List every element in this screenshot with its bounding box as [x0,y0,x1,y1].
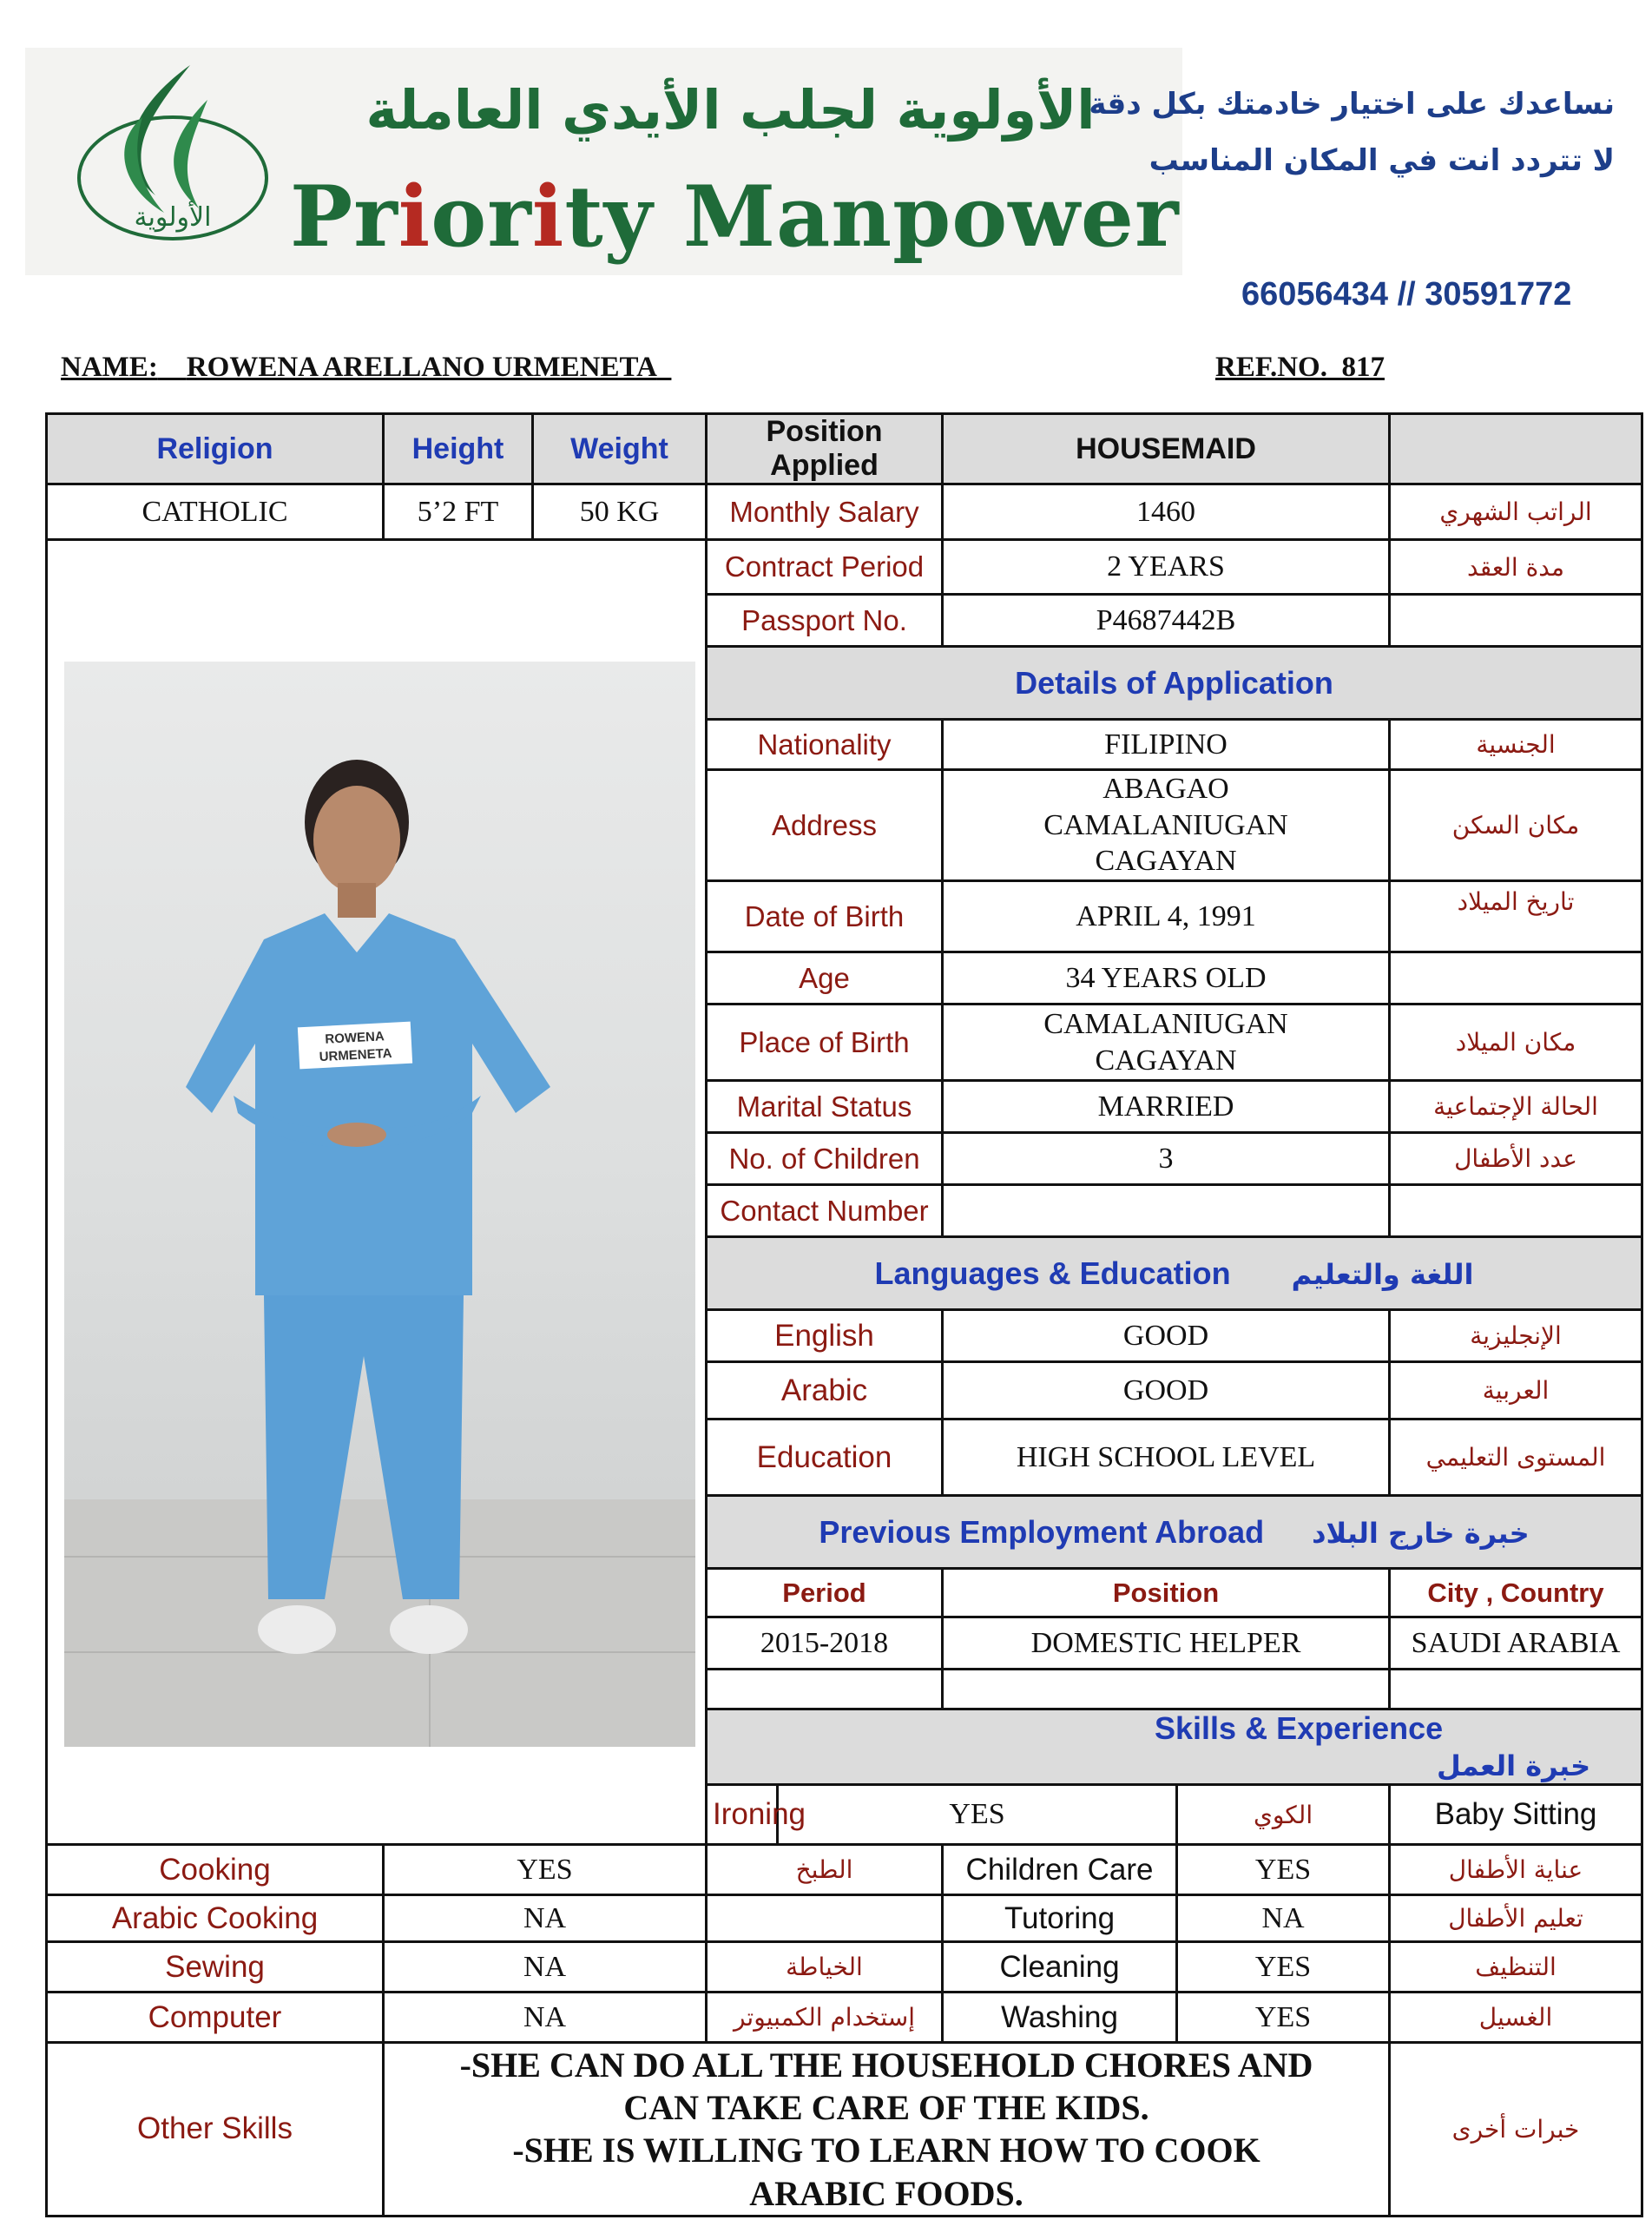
applicant-photo [64,662,695,1747]
marital-status-ar: الحالة الإجتماعية [1390,1081,1642,1133]
agency-logo [25,48,1182,275]
tagline-line-2: لا تتردد انت في المكان المناسب [1149,143,1615,178]
svg-text:الأولوية: الأولوية [134,202,212,233]
location-header: City , Country [1390,1569,1642,1617]
skill-value: NA [384,1942,707,1993]
contact-number-value [943,1185,1390,1237]
skills-section-title: Skills & Experienceخبرة العمل [707,1709,1642,1785]
details-section-title: Details of Application [707,647,1642,720]
skill-row [47,1845,1642,1895]
marital-status-label: Marital Status [707,1081,943,1133]
top-header-row [47,414,1642,484]
other-skills-row [47,2043,1642,2217]
empty-cell [1390,1670,1642,1709]
skill-label: Computer [47,1993,384,2043]
contract-period-ar: مدة العقد [1390,540,1642,595]
date-of-birth-ar: تاريخ الميلاد [1390,881,1642,952]
children-ar: عدد الأطفال [1390,1133,1642,1185]
skill-label: Tutoring [943,1895,1177,1942]
skill-label: Arabic Cooking [47,1895,384,1942]
contract-period-label: Contract Period [707,540,943,595]
other-skills-value: -SHE CAN DO ALL THE HOUSEHOLD CHORES AND CAN TAKE CARE OF THE KIDS. -SHE IS WILLING TO LEARN HOW TO COOK ARABIC FOODS. [384,2043,1390,2217]
address-ar: مكان السكن [1390,770,1642,881]
skill-row [47,1993,1642,2043]
skill-row [47,1895,1642,1942]
monthly-salary-ar: الراتب الشهري [1390,484,1642,540]
place-of-birth-ar: مكان الميلاد [1390,1005,1642,1081]
place-of-birth-value: CAMALANIUGAN CAGAYAN [943,1005,1390,1081]
skill-ar: الكوي [1177,1785,1390,1845]
skill-ar: الطبخ [707,1845,943,1895]
age-ar [1390,952,1642,1005]
english-ar: الإنجليزية [1390,1310,1642,1362]
education-value: HIGH SCHOOL LEVEL [943,1420,1390,1496]
empty-cell [707,1670,943,1709]
monthly-salary-label: Monthly Salary [707,484,943,540]
skill-label: Washing [943,1993,1177,2043]
svg-text:URMENETA: URMENETA [319,1045,392,1065]
applicant-name-line [61,352,671,384]
skill-value: YES [1177,1993,1390,2043]
religion-header: Religion [47,414,384,484]
monthly-salary-value: 1460 [943,484,1390,540]
employment-period: 2015-2018 [707,1617,943,1670]
education-ar: المستوى التعليمي [1390,1420,1642,1496]
employment-section-title: Previous Employment Abroad خبرة خارج البلاد [707,1496,1642,1569]
arabic-ar: العربية [1390,1362,1642,1420]
nationality-value: FILIPINO [943,720,1390,770]
skill-value: YES [384,1845,707,1895]
agency-emblem-icon [60,48,286,275]
ref-label: REF.NO. [1215,352,1327,383]
skill-ar: إستخدام الكمبيوتر [707,1993,943,2043]
contact-number-label: Contact Number [707,1185,943,1237]
children-value: 3 [943,1133,1390,1185]
contact-number-ar [1390,1185,1642,1237]
other-skills-label: Other Skills [47,2043,384,2217]
passport-label: Passport No. [707,595,943,647]
skill-value: YES [1177,1845,1390,1895]
passport-ar [1390,595,1642,647]
position-applied-value: HOUSEMAID [943,414,1390,484]
skill-ar: تعليم الأطفال [1390,1895,1642,1942]
children-label: No. of Children [707,1133,943,1185]
applicant-photo-cell [47,540,707,1845]
applicant-figure [64,662,695,1747]
skill-row [47,1942,1642,1993]
ref-number: 817 [1341,352,1385,383]
employment-location: SAUDI ARABIA [1390,1617,1642,1670]
skill-value: NA [1177,1895,1390,1942]
arabic-value: GOOD [943,1362,1390,1420]
employment-position: DOMESTIC HELPER [943,1617,1390,1670]
nationality-ar: الجنسية [1390,720,1642,770]
skill-ar: التنظيف [1390,1942,1642,1993]
weight-value: 50 KG [533,484,707,540]
passport-value: P4687442B [943,595,1390,647]
skill-label: Ironing [707,1785,778,1845]
other-skills-ar: خبرات أخرى [1390,2043,1642,2217]
skill-value: YES [778,1785,1177,1845]
address-value: ABAGAO CAMALANIUGAN CAGAYAN [943,770,1390,881]
skill-label: Cleaning [943,1942,1177,1993]
contract-period-row [47,540,1642,595]
religion-value: CATHOLIC [47,484,384,540]
skill-ar: الخياطة [707,1942,943,1993]
height-header: Height [384,414,533,484]
place-of-birth-label: Place of Birth [707,1005,943,1081]
arabic-label: Arabic [707,1362,943,1420]
address-label: Address [707,770,943,881]
skill-label: Baby Sitting [1390,1785,1642,1845]
name-label: NAME: [61,352,158,383]
age-label: Age [707,952,943,1005]
skill-label: Cooking [47,1845,384,1895]
date-of-birth-value: APRIL 4, 1991 [943,881,1390,952]
reference-number-line [1215,352,1385,384]
contract-period-value: 2 YEARS [943,540,1390,595]
skill-label: Sewing [47,1942,384,1993]
height-value: 5’2 FT [384,484,533,540]
empty-cell [943,1670,1390,1709]
logo-arabic-text: الأولوية لجلب الأيدي العاملة [365,78,1096,142]
languages-section-title: Languages & Education اللغة والتعليم [707,1237,1642,1310]
skill-label: Children Care [943,1845,1177,1895]
skill-value: NA [384,1993,707,2043]
skill-value: YES [1177,1942,1390,1993]
english-value: GOOD [943,1310,1390,1362]
skill-ar [707,1895,943,1942]
nationality-label: Nationality [707,720,943,770]
phone-numbers: 66056434 // 30591772 [1241,276,1572,313]
application-form-table [45,412,1643,2217]
applicant-name: ROWENA ARELLANO URMENETA [186,352,657,383]
date-of-birth-label: Date of Birth [707,881,943,952]
position-applied-header: Position Applied [707,414,943,484]
tagline-line-1: نساعدك على اختيار خادمتك بكل دقة [1089,87,1615,122]
svg-text:ROWENA: ROWENA [324,1029,385,1047]
english-label: English [707,1310,943,1362]
period-header: Period [707,1569,943,1617]
logo-english-text: Priority Manpower [290,168,1180,266]
position-header: Position [943,1569,1390,1617]
top-values-row [47,484,1642,540]
weight-header: Weight [533,414,707,484]
skill-ar: عناية الأطفال [1390,1845,1642,1895]
skill-ar: الغسيل [1390,1993,1642,2043]
marital-status-value: MARRIED [943,1081,1390,1133]
position-applied-blank [1390,414,1642,484]
education-label: Education [707,1420,943,1496]
skill-value: NA [384,1895,707,1942]
age-value: 34 YEARS OLD [943,952,1390,1005]
